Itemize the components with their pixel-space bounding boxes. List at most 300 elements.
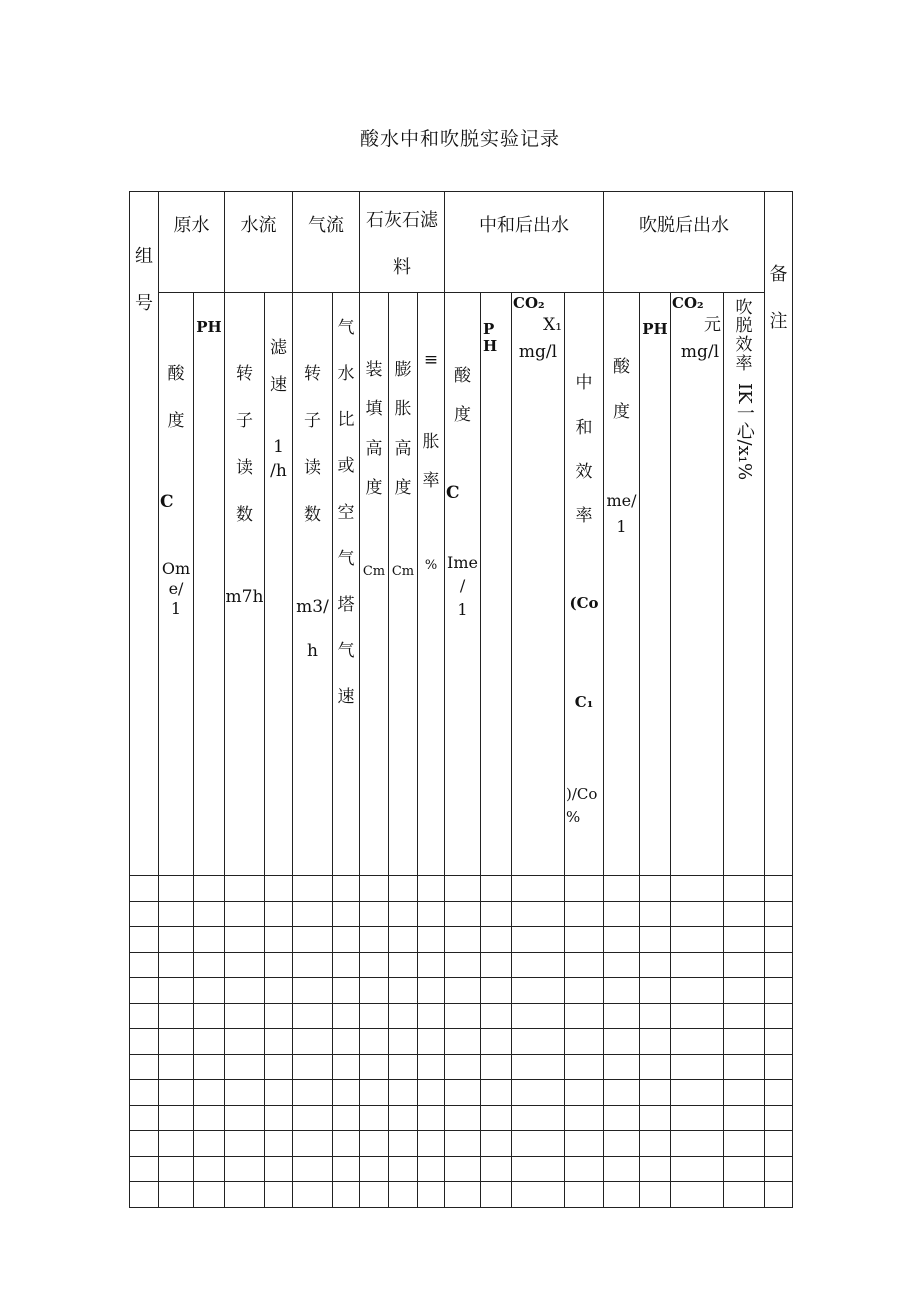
table-cell[interactable] [333,952,360,978]
table-cell[interactable] [293,1182,333,1208]
str-acidity-cell [604,292,640,876]
neu-eff-label: 中 和 效 率 [575,373,593,526]
table-cell[interactable] [481,1105,512,1131]
table-cell[interactable] [360,1156,389,1182]
header-water-flow: 水流 [225,192,293,293]
table-cell[interactable] [265,952,293,978]
table-cell[interactable] [293,978,333,1004]
table-cell[interactable] [293,1105,333,1131]
header-after-neutral: 中和后出水 [445,192,604,293]
table-cell[interactable] [445,927,481,953]
table-cell[interactable] [265,876,293,902]
table-cell[interactable] [604,1003,640,1029]
table-cell[interactable] [293,952,333,978]
table-cell[interactable] [512,876,565,902]
table-cell[interactable] [293,1080,333,1106]
table-cell[interactable] [360,1131,389,1157]
table-cell[interactable] [389,1054,418,1080]
table-cell[interactable] [293,876,333,902]
table-cell[interactable] [765,1054,793,1080]
table-cell[interactable] [418,1080,445,1106]
table-cell[interactable] [389,1029,418,1055]
table-cell[interactable] [265,1054,293,1080]
table-cell[interactable] [512,1054,565,1080]
table-cell[interactable] [194,876,225,902]
flow-rotor-cell [225,292,265,876]
table-cell[interactable] [194,1080,225,1106]
header-raw-water: 原水 [159,192,225,293]
table-cell[interactable] [333,927,360,953]
table-cell[interactable] [225,876,265,902]
table-cell[interactable] [512,927,565,953]
table-cell[interactable] [671,1182,724,1208]
table-cell[interactable] [333,1003,360,1029]
table-cell[interactable] [671,1080,724,1106]
str-eff-formula: IK一心/x₁% [733,383,755,481]
table-cell[interactable] [265,1003,293,1029]
table-cell[interactable] [360,952,389,978]
table-cell[interactable] [418,1003,445,1029]
table-row [130,1080,793,1106]
table-cell[interactable] [512,1131,565,1157]
table-cell[interactable] [565,1029,604,1055]
table-cell[interactable] [265,1029,293,1055]
fill-height-label: 装 填 高 度 [365,360,383,498]
table-cell[interactable] [445,952,481,978]
table-cell[interactable] [194,901,225,927]
table-cell[interactable] [565,901,604,927]
table-row [130,901,793,927]
table-cell[interactable] [565,1080,604,1106]
table-cell[interactable] [265,1156,293,1182]
neu-eff-cell [565,292,604,876]
table-cell[interactable] [130,1156,159,1182]
table-cell[interactable] [481,1156,512,1182]
table-cell[interactable] [265,927,293,953]
table-cell[interactable] [765,1131,793,1157]
table-cell[interactable] [765,1080,793,1106]
table-cell[interactable] [389,1131,418,1157]
table-cell[interactable] [130,876,159,902]
table-cell[interactable] [333,1182,360,1208]
filter-speed-unit: 1 /h [270,437,287,482]
table-cell[interactable] [360,1080,389,1106]
header-remark: 备 注 [765,192,793,876]
table-cell[interactable] [765,978,793,1004]
str-co2-x: 元 [704,314,722,335]
table-cell[interactable] [565,1054,604,1080]
table-cell[interactable] [565,1003,604,1029]
gas-water-ratio: 气 水 比 或 空 气 塔 气 速 [333,292,360,876]
table-cell[interactable] [389,1182,418,1208]
table-cell[interactable] [360,1003,389,1029]
neu-acidity-unit-a: C [446,483,460,504]
table-cell[interactable] [481,952,512,978]
table-cell[interactable] [389,1080,418,1106]
table-cell[interactable] [159,876,194,902]
table-cell[interactable] [389,1003,418,1029]
table-cell[interactable] [765,1029,793,1055]
table-cell[interactable] [225,952,265,978]
table-cell[interactable] [360,1029,389,1055]
table-cell[interactable] [389,1156,418,1182]
table-cell[interactable] [159,1131,194,1157]
table-cell[interactable] [565,927,604,953]
table-cell[interactable] [159,1054,194,1080]
table-cell[interactable] [724,1156,765,1182]
table-cell[interactable] [512,978,565,1004]
table-cell[interactable] [481,1131,512,1157]
table-cell[interactable] [333,978,360,1004]
table-cell[interactable] [671,1003,724,1029]
flow-rotor-unit: m7h [225,587,264,608]
str-eff-label: 吹 脱 效 率 [735,297,753,374]
table-cell[interactable] [194,1156,225,1182]
table-cell[interactable] [360,927,389,953]
table-cell[interactable] [418,1182,445,1208]
table-cell[interactable] [671,876,724,902]
table-cell[interactable] [765,952,793,978]
table-cell[interactable] [389,952,418,978]
table-cell[interactable] [671,901,724,927]
table-cell[interactable] [765,1182,793,1208]
expand-rate-unit: % [424,557,438,573]
table-cell[interactable] [640,876,671,902]
neu-acidity-label: 酸 度 [454,366,472,426]
table-cell[interactable] [724,1105,765,1131]
table-cell[interactable] [265,1131,293,1157]
table-cell[interactable] [265,1182,293,1208]
table-row [130,1131,793,1157]
table-cell[interactable] [418,978,445,1004]
table-cell[interactable] [194,1003,225,1029]
table-cell[interactable] [604,978,640,1004]
table-cell[interactable] [445,1182,481,1208]
table-cell[interactable] [389,876,418,902]
table-cell[interactable] [640,1182,671,1208]
table-cell[interactable] [565,978,604,1004]
table-cell[interactable] [565,1156,604,1182]
table-cell[interactable] [512,1182,565,1208]
table-cell[interactable] [640,1080,671,1106]
header-limestone: 石灰石滤 料 [360,192,445,293]
table-cell[interactable] [265,1105,293,1131]
table-cell[interactable] [724,1003,765,1029]
table-cell[interactable] [418,901,445,927]
table-cell[interactable] [445,1003,481,1029]
table-cell[interactable] [130,1182,159,1208]
table-cell[interactable] [640,1029,671,1055]
table-row [130,1003,793,1029]
table-cell[interactable] [130,1029,159,1055]
table-cell[interactable] [724,1054,765,1080]
table-cell[interactable] [159,1003,194,1029]
table-cell[interactable] [130,1131,159,1157]
table-cell[interactable] [159,1156,194,1182]
table-cell[interactable] [194,1182,225,1208]
table-cell[interactable] [445,1054,481,1080]
filter-speed-cell [265,292,293,876]
table-cell[interactable] [225,1105,265,1131]
header-group-no: 组 号 [130,192,159,876]
table-row [130,1105,793,1131]
table-cell[interactable] [724,1080,765,1106]
table-cell[interactable] [194,1105,225,1131]
table-cell[interactable] [130,1003,159,1029]
table-cell[interactable] [604,1131,640,1157]
table-cell[interactable] [389,1105,418,1131]
table-cell[interactable] [671,1105,724,1131]
table-cell[interactable] [418,927,445,953]
table-cell[interactable] [512,1080,565,1106]
table-cell[interactable] [360,901,389,927]
table-cell[interactable] [418,876,445,902]
table-cell[interactable] [445,1156,481,1182]
table-cell[interactable] [604,1029,640,1055]
table-cell[interactable] [512,1029,565,1055]
table-cell[interactable] [265,1080,293,1106]
table-cell[interactable] [360,1054,389,1080]
table-cell[interactable] [194,978,225,1004]
table-cell[interactable] [724,1029,765,1055]
table-cell[interactable] [225,1156,265,1182]
expand-rate-symbol: ≡ [423,350,439,371]
table-cell[interactable] [225,1080,265,1106]
table-cell[interactable] [418,952,445,978]
table-cell[interactable] [194,952,225,978]
table-cell[interactable] [159,1029,194,1055]
table-cell[interactable] [671,927,724,953]
str-co2-cell [671,292,724,876]
table-cell[interactable] [333,876,360,902]
table-cell[interactable] [640,927,671,953]
table-cell[interactable] [640,1054,671,1080]
table-cell[interactable] [604,1105,640,1131]
expand-rate-cell [418,292,445,876]
table-cell[interactable] [293,901,333,927]
table-cell[interactable] [565,876,604,902]
table-cell[interactable] [225,1131,265,1157]
table-cell[interactable] [293,1156,333,1182]
table-cell[interactable] [225,901,265,927]
air-rotor-cell [293,292,333,876]
table-cell[interactable] [604,1080,640,1106]
table-cell[interactable] [765,927,793,953]
table-cell[interactable] [604,952,640,978]
table-cell[interactable] [130,978,159,1004]
neu-eff-formula-b: C₁ [574,692,594,711]
table-cell[interactable] [225,978,265,1004]
table-cell[interactable] [418,1029,445,1055]
table-row [130,876,793,902]
table-row [130,1182,793,1208]
table-cell[interactable] [481,1182,512,1208]
table-cell[interactable] [512,1156,565,1182]
table-cell[interactable] [481,1080,512,1106]
table-cell[interactable] [512,1003,565,1029]
table-cell[interactable] [333,1029,360,1055]
table-cell[interactable] [293,1029,333,1055]
table-cell[interactable] [225,1054,265,1080]
table-cell[interactable] [265,978,293,1004]
expand-height-cell [389,292,418,876]
table-cell[interactable] [671,1029,724,1055]
table-cell[interactable] [293,1003,333,1029]
neu-acidity-unit-b: Ime / 1 [447,553,478,619]
table-cell[interactable] [130,927,159,953]
table-cell[interactable] [724,876,765,902]
table-cell[interactable] [445,876,481,902]
table-cell[interactable] [481,1029,512,1055]
table-cell[interactable] [724,927,765,953]
table-cell[interactable] [333,901,360,927]
table-cell[interactable] [159,901,194,927]
table-cell[interactable] [389,901,418,927]
table-cell[interactable] [333,1054,360,1080]
table-cell[interactable] [130,901,159,927]
str-co2-unit: mg/l [680,342,720,363]
table-cell[interactable] [159,952,194,978]
table-cell[interactable] [225,1029,265,1055]
table-cell[interactable] [159,1105,194,1131]
table-cell[interactable] [445,978,481,1004]
neu-eff-formula-a: (Co [569,593,599,612]
table-cell[interactable] [640,1131,671,1157]
table-cell[interactable] [512,1105,565,1131]
table-cell[interactable] [159,927,194,953]
table-cell[interactable] [445,1105,481,1131]
table-cell[interactable] [159,1182,194,1208]
table-cell[interactable] [765,1156,793,1182]
page-title: 酸水中和吹脱实验记录 [359,128,560,150]
table-cell[interactable] [481,927,512,953]
table-cell[interactable] [765,1003,793,1029]
table-cell[interactable] [360,1105,389,1131]
table-cell[interactable] [333,1156,360,1182]
str-co2-label: CO₂ [672,293,704,312]
table-cell[interactable] [604,1182,640,1208]
table-row [130,1156,793,1182]
table-cell[interactable] [765,876,793,902]
table-cell[interactable] [671,978,724,1004]
table-cell[interactable] [445,1080,481,1106]
neu-co2-x: X₁ [543,314,563,335]
table-cell[interactable] [130,1080,159,1106]
table-cell[interactable] [724,901,765,927]
table-cell[interactable] [671,1131,724,1157]
table-cell[interactable] [671,952,724,978]
table-cell[interactable] [604,901,640,927]
record-table [129,191,793,1208]
table-cell[interactable] [194,927,225,953]
raw-ph: PH [194,292,225,876]
table-cell[interactable] [130,1054,159,1080]
table-cell[interactable] [640,1156,671,1182]
expand-height-unit: Cm [391,564,415,580]
table-cell[interactable] [333,1105,360,1131]
table-cell[interactable] [360,978,389,1004]
table-cell[interactable] [265,901,293,927]
table-cell[interactable] [640,1003,671,1029]
table-cell[interactable] [640,1105,671,1131]
table-cell[interactable] [130,952,159,978]
table-cell[interactable] [481,978,512,1004]
raw-acidity-unit-a: C [160,491,174,512]
table-cell[interactable] [159,1080,194,1106]
table-cell[interactable] [225,1182,265,1208]
neu-co2-label: CO₂ [513,293,545,312]
table-cell[interactable] [389,927,418,953]
table-cell[interactable] [724,1182,765,1208]
table-cell[interactable] [481,876,512,902]
table-cell[interactable] [671,1054,724,1080]
table-cell[interactable] [293,1131,333,1157]
table-cell[interactable] [418,1156,445,1182]
table-cell[interactable] [225,927,265,953]
str-acidity-unit: me/ 1 [606,491,637,537]
table-cell[interactable] [333,1080,360,1106]
fill-height-cell [360,292,389,876]
table-cell[interactable] [640,901,671,927]
table-cell[interactable] [445,1029,481,1055]
table-cell[interactable] [604,927,640,953]
table-cell[interactable] [445,1131,481,1157]
table-cell[interactable] [194,1054,225,1080]
table-cell[interactable] [194,1029,225,1055]
table-cell[interactable] [418,1105,445,1131]
table-cell[interactable] [293,1054,333,1080]
table-cell[interactable] [565,1131,604,1157]
table-cell[interactable] [724,978,765,1004]
table-cell[interactable] [225,1003,265,1029]
table-cell[interactable] [604,876,640,902]
table-cell[interactable] [565,952,604,978]
table-cell[interactable] [604,1054,640,1080]
table-cell[interactable] [724,1131,765,1157]
table-cell[interactable] [765,1105,793,1131]
str-acidity-label: 酸 度 [613,357,631,422]
table-cell[interactable] [360,876,389,902]
table-cell[interactable] [671,1156,724,1182]
str-ph: PH [640,292,671,876]
table-cell[interactable] [640,952,671,978]
table-cell[interactable] [765,901,793,927]
table-cell[interactable] [565,1182,604,1208]
table-cell[interactable] [333,1131,360,1157]
table-cell[interactable] [418,1054,445,1080]
table-cell[interactable] [130,1105,159,1131]
table-row [130,952,793,978]
table-cell[interactable] [481,1054,512,1080]
table-cell[interactable] [604,1156,640,1182]
table-cell[interactable] [445,901,481,927]
table-cell[interactable] [481,901,512,927]
air-rotor-unit: m3/ h [296,597,329,662]
table-cell[interactable] [389,978,418,1004]
str-eff-cell [724,292,765,876]
table-cell[interactable] [640,978,671,1004]
table-cell[interactable] [565,1105,604,1131]
table-cell[interactable] [724,952,765,978]
table-cell[interactable] [159,978,194,1004]
table-cell[interactable] [418,1131,445,1157]
table-cell[interactable] [293,927,333,953]
table-cell[interactable] [360,1182,389,1208]
table-cell[interactable] [512,901,565,927]
table-cell[interactable] [194,1131,225,1157]
table-cell[interactable] [512,952,565,978]
table-cell[interactable] [481,1003,512,1029]
